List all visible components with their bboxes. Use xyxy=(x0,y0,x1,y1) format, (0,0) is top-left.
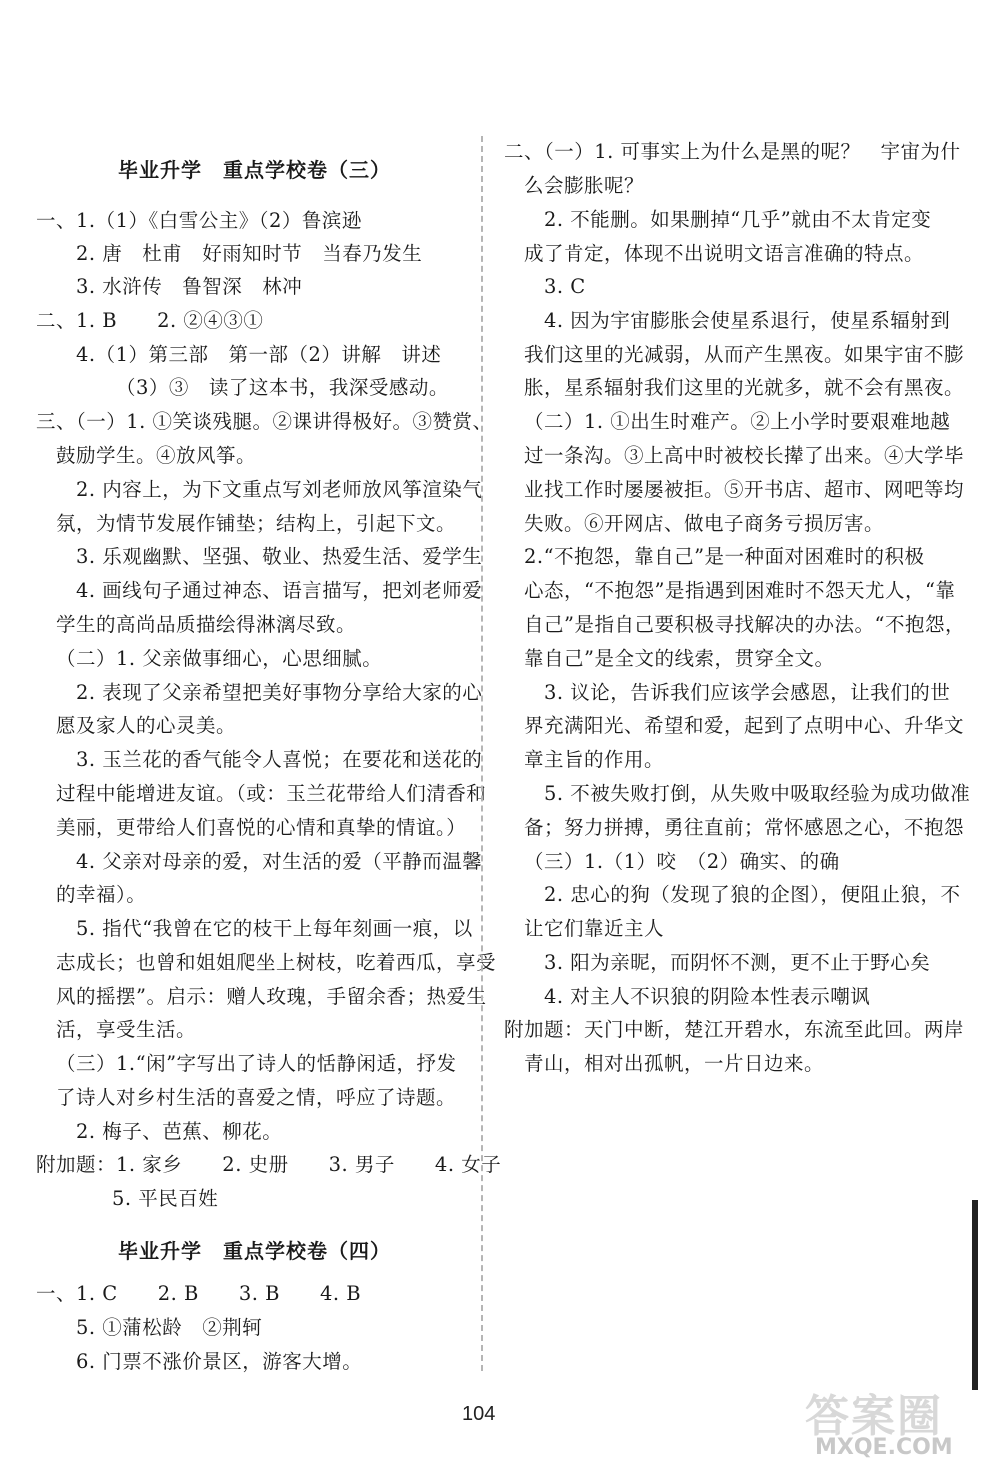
answer-line: 的幸福）。 xyxy=(56,883,147,906)
answer-line: （3）③ 读了这本书，我深受感动。 xyxy=(116,376,449,399)
answer-line: 心态，“不抱怨”是指遇到困难时不怨天尤人，“靠 xyxy=(524,579,956,602)
answer-line: 二、1. B 2. ②④③① xyxy=(36,309,264,332)
answer-line: 么会膨胀呢？ xyxy=(524,174,645,197)
answer-line: 三、（一）1. ①笑谈残腿。②课讲得极好。③赞赏、 xyxy=(36,410,493,433)
answer-line: 2.“不抱怨，靠自己”是一种面对困难时的积极 xyxy=(524,545,925,568)
answer-line: 了诗人对乡村生活的喜爱之情，呼应了诗题。 xyxy=(56,1086,457,1109)
page-number: 104 xyxy=(462,1403,496,1425)
answer-line: 4. 对主人不识狼的阴险本性表示嘲讽 xyxy=(544,985,871,1008)
answer-line: 2. 表现了父亲希望把美好事物分享给大家的心 xyxy=(76,681,483,704)
answer-line: 青山，相对出孤帆，一片日边来。 xyxy=(524,1052,825,1075)
answer-line: 一、1. C 2. B 3. B 4. B xyxy=(36,1282,362,1305)
answer-line: （二）1. 父亲做事细心，心思细腻。 xyxy=(56,647,383,670)
answer-line: 3. 乐观幽默、坚强、敬业、热爱生活、爱学生 xyxy=(76,545,483,568)
answer-line: 失败。⑥开网店、做电子商务亏损厉害。 xyxy=(524,512,885,535)
answer-line: 4.（1）第三部 第一部（2）讲解 讲述 xyxy=(76,343,442,366)
answer-line: 5. 指代“我曾在它的枝干上每年刻画一痕，以 xyxy=(76,917,473,940)
answer-line: 美丽，更带给人们喜悦的心情和真挚的情谊。） xyxy=(56,816,467,839)
answer-line: 5. 不被失败打倒，从失败中吸取经验为成功做准 xyxy=(544,782,971,805)
watermark-url: MXQE.COM xyxy=(815,1435,953,1460)
answer-line: 4. 画线句子通过神态、语言描写，把刘老师爱 xyxy=(76,579,483,602)
answer-line: 2. 不能删。如果删掉“几乎”就由不太肯定变 xyxy=(544,208,932,231)
answer-line: 4. 父亲对母亲的爱，对生活的爱（平静而温馨 xyxy=(76,850,483,873)
answer-line: 2. 梅子、芭蕉、柳花。 xyxy=(76,1120,283,1143)
answer-line: （三）1.（1）咬 （2）确实、的确 xyxy=(524,850,840,873)
answer-line: 过一条沟。③上高中时被校长撵了出来。④大学毕 xyxy=(524,444,965,467)
answer-line: 附加题：天门中断，楚江开碧水，东流至此回。两岸 xyxy=(504,1018,965,1041)
watermark-logo xyxy=(805,1380,990,1468)
answer-line: 我们这里的光减弱，从而产生黑夜。如果宇宙不膨 xyxy=(524,343,965,366)
answer-line: 界充满阳光、希望和爱，起到了点明中心、升华文 xyxy=(524,714,965,737)
answer-line: 二、（一）1. 可事实上为什么是黑的呢？ 宇宙为什 xyxy=(504,140,961,163)
answer-line: 业找工作时屡屡被拒。⑤开书店、超市、网吧等均 xyxy=(524,478,965,501)
answer-line: 风的摇摆”。启示：赠人玫瑰，手留余香；热爱生 xyxy=(56,985,487,1008)
answer-line: 2. 忠心的狗（发现了狼的企图），便阻止狼，不 xyxy=(544,883,961,906)
answer-line: （二）1. ①出生时难产。②上小学时要艰难地越 xyxy=(524,410,951,433)
answer-line: 靠自己”是全文的线索，贯穿全文。 xyxy=(524,647,835,670)
answer-line: 让它们靠近主人 xyxy=(524,917,665,940)
answer-line: （三）1.“闲”字写出了诗人的恬静闲适，抒发 xyxy=(56,1052,457,1075)
answer-line: 4. 因为宇宙膨胀会使星系退行，使星系辐射到 xyxy=(544,309,951,332)
answer-line: 5. ①蒲松龄 ②荆轲 xyxy=(76,1316,263,1339)
answer-line: 愿及家人的心灵美。 xyxy=(56,714,237,737)
answer-line: 氛，为情节发展作铺垫；结构上，引起下文。 xyxy=(56,512,457,535)
answer-line: 成了肯定，体现不出说明文语言准确的特点。 xyxy=(524,242,925,265)
section-title-4: 毕业升学 重点学校卷（四） xyxy=(118,1239,391,1263)
answer-line: 过程中能增进友谊。（或：玉兰花带给人们清香和 xyxy=(56,782,487,805)
answer-line: 一、1.（1）《白雪公主》（2）鲁滨逊 xyxy=(36,209,362,232)
answer-line: 活，享受生活。 xyxy=(56,1018,197,1041)
answer-line: 3. 水浒传 鲁智深 林冲 xyxy=(76,275,303,298)
answer-line: 5. 平民百姓 xyxy=(112,1187,219,1210)
answer-line: 胀，星系辐射我们这里的光就多，就不会有黑夜。 xyxy=(524,376,965,399)
answer-line: 附加题：1. 家乡 2. 史册 3. 男子 4. 女子 xyxy=(36,1153,502,1176)
watermark-text: 答案圈 xyxy=(805,1391,943,1442)
answer-line: 备；努力拼搏，勇往直前；常怀感恩之心，不抱怨 xyxy=(524,816,965,839)
answer-line: 6. 门票不涨价景区，游客大增。 xyxy=(76,1350,363,1373)
answer-line: 学生的高尚品质描绘得淋漓尽致。 xyxy=(56,613,357,636)
scan-edge-shadow xyxy=(972,1200,978,1390)
column-divider xyxy=(481,136,483,1371)
answer-line: 章主旨的作用。 xyxy=(524,748,665,771)
answer-line: 3. 阳为亲昵，而阴怀不测，更不止于野心矣 xyxy=(544,951,931,974)
section-title-3: 毕业升学 重点学校卷（三） xyxy=(118,158,391,182)
answer-line: 志成长；也曾和姐姐爬坐上树枝，吃着西瓜，享受 xyxy=(56,951,497,974)
answer-line: 3. C xyxy=(544,275,586,298)
answer-line: 3. 玉兰花的香气能令人喜悦；在要花和送花的 xyxy=(76,748,483,771)
answer-line: 2. 内容上，为下文重点写刘老师放风筝渲染气 xyxy=(76,478,483,501)
answer-line: 自己”是指自己要积极寻找解决的办法。“不抱怨， xyxy=(524,613,965,636)
answer-line: 2. 唐 杜甫 好雨知时节 当春乃发生 xyxy=(76,242,423,265)
answer-line: 鼓励学生。④放风筝。 xyxy=(56,444,257,467)
answer-line: 3. 议论，告诉我们应该学会感恩，让我们的世 xyxy=(544,681,951,704)
